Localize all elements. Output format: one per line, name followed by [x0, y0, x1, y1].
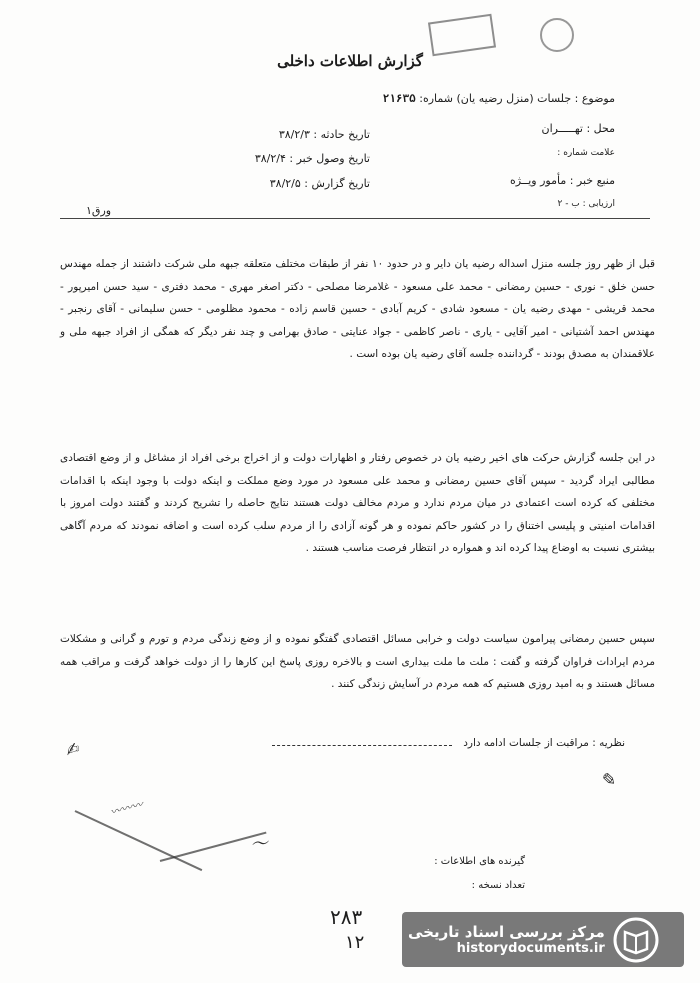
subject-label: موضوع : — [574, 92, 615, 105]
receipt-date-label: تاریخ وصول خبر : — [289, 152, 370, 165]
doc-number-label: شماره: — [419, 92, 453, 105]
receipt-date-line — [190, 152, 370, 165]
body-paragraph-1: قبل از ظهر روز جلسه منزل اسداله رضیه یان دایر و در حدود ۱۰ نفر از طبقات مختلف متعلقه جبهه ملی شرکت داشتند از جمله مهندس حسن خلق - نوری - حسین رمضانی - محمد علی مسعود - غلامرضا مصلحی - دکتر اصغر مهری - محمد دفتری - سید حسن امیرپور - محمد قریشی - مهدی رضیه یان - مسعود شادی - کریم آبادی - حسین قاسم زاده - محمود مظلومی - حسن سلیمانی - آقای رنجبر - مهندس احمد آشتیانی - امیر آقایی - یاری - ناصر کاظمی - جواد عنایتی - صادق بهرامی و چند نفر دیگر که همگی از افراد جبهه ملی و علاقمندان به مصدق بودند - گرداننده جلسه آقای رضیه یان بوده است . — [60, 258, 655, 360]
subject-line — [255, 92, 615, 105]
report-date: ۳۸/۲/۵ — [269, 177, 301, 190]
grade-line — [415, 199, 615, 209]
handwritten-note: 〰〰〰 — [109, 797, 145, 820]
watermark-badge — [402, 912, 684, 967]
handwritten-signature-2: ✎ — [598, 768, 617, 793]
grade-label: ارزیابی : — [582, 199, 615, 209]
handwritten-number: ۲۸۳ — [330, 905, 363, 929]
handwritten-page-number: ۱۲ — [345, 932, 365, 953]
stamp-circle — [540, 18, 574, 52]
place-line — [415, 122, 615, 135]
opinion-line — [105, 737, 625, 749]
grade-value: ب - ۲ — [557, 199, 580, 209]
watermark-url: historydocuments.ir — [456, 941, 605, 956]
subject-value: جلسات (منزل رضیه یان) — [456, 92, 572, 105]
source-label: منبع خبر : — [569, 174, 615, 187]
page-number: ورق۱ — [86, 204, 112, 217]
source-number-line — [415, 148, 615, 158]
report-date-label: تاریخ گزارش : — [304, 177, 370, 190]
place-value: تهـــــران — [541, 122, 583, 135]
document-title: گزارش اطلاعات داخلی — [277, 52, 423, 70]
body-paragraph-3: سپس حسین رمضانی پیرامون سیاست دولت و خرابی مسائل اقتصادی گفتگو نموده و از وضع زندگی مردم و تورم و گرانی و مشکلات مردم ایرادات فراوان گرفته و گفت : ملت ما ملت بیداری است و بالاخره روزی پاسخ این کارها را از دولت خواهد گرفت و مراقب همه مسائل هستند و به امید روزی هستیم که همه مردم در آسایش زندگی کنند . — [60, 633, 655, 690]
book-logo-icon — [613, 917, 659, 963]
header-divider — [60, 218, 650, 219]
place-label: محل : — [586, 122, 615, 135]
copies-label: تعداد نسخه : — [471, 880, 525, 891]
body-paragraph-2: در این جلسه گزارش حرکت های اخیر رضیه یان در خصوص رفتار و اظهارات دولت و از اخراج برخی افراد از مشاغل و از وضع اقتصادی مطالبی ایراد گردید - سپس آقای حسین رمضانی و محمد علی مسعود در مورد وضع مملکت و اینکه دولت با وجود اینکه با اقدامات مختلفی که کرده است اعتمادی در میان مردم ندارد و مردم مخالف دولت هستند نتایج حاصله را تشریح کردند و گفتند دولت امروز با اقدامات امنیتی و پلیسی اختناق را در کشور حاکم نموده و هر گونه آزادی را از مردم سلب کرده است و اضافه نمودند که مردم آگاهی بیشتری نسبت به اوضاع پیدا کرده اند و همواره در انتظار فرصت مناسب هستند . — [60, 452, 655, 554]
stamp-mark — [428, 14, 496, 57]
doc-number: ۲۱۶۳۵ — [382, 92, 416, 105]
event-date-label: تاریخ حادثه : — [313, 128, 370, 141]
source-line — [415, 174, 615, 187]
handwritten-signature-1: ✍︎ — [62, 738, 82, 761]
report-date-line — [190, 177, 370, 190]
handwritten-signature-3: 〜 — [248, 832, 270, 857]
source-number-label: علامت شماره : — [557, 148, 615, 158]
scribble-stroke-1 — [75, 810, 203, 871]
event-date-line — [190, 128, 370, 141]
opinion-label: نظریه : مراقبت از جلسات ادامه دارد — [463, 737, 625, 749]
receipt-date: ۳۸/۲/۴ — [254, 152, 286, 165]
event-date: ۳۸/۲/۳ — [278, 128, 310, 141]
opinion-underline — [272, 745, 452, 746]
recipients-label: گیرنده های اطلاعات : — [434, 856, 525, 867]
watermark-name: مرکز بررسی اسناد تاریخی — [408, 923, 605, 941]
source-value: مأمور ویــژه — [509, 174, 567, 187]
